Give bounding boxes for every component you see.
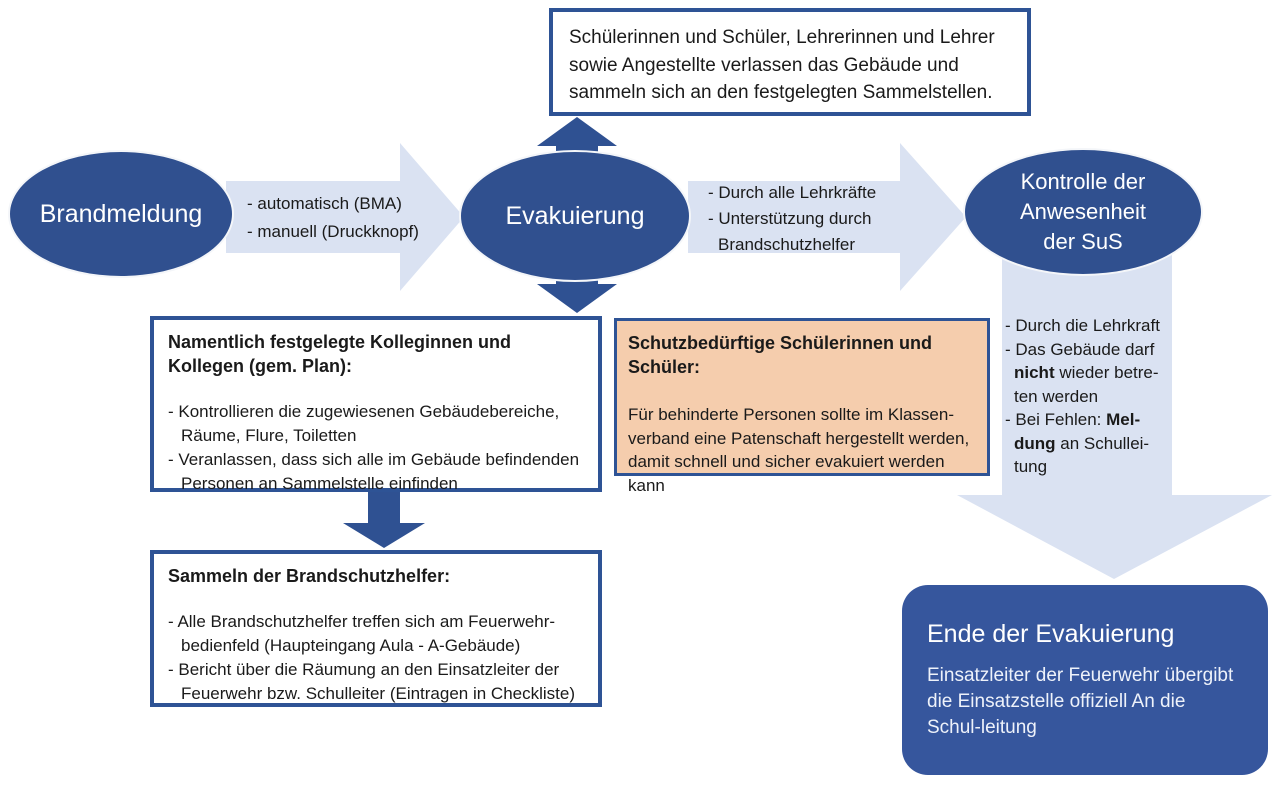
- ende-evakuierung-title: Ende der Evakuierung: [927, 620, 1175, 648]
- schutzbeduerftige-box: [614, 318, 990, 495]
- ende-evakuierung-text: Einsatzleiter der Feuerwehr übergibt die Einsatzstelle offiziell An die Schul-leitung: [927, 665, 1234, 738]
- bullet-item: - Alle Brandschutzhelfer treffen sich am Feuerwehr-bedienfeld (Haupteingang Aula - A-Gebäude): [168, 612, 556, 655]
- bullet-item: - Kontrollieren die zugewiesenen Gebäudebereiche, Räume, Flure, Toiletten: [168, 402, 560, 445]
- annotation-line: tung: [1014, 457, 1048, 476]
- kontrolle-arrow-annotation: [1005, 314, 1181, 479]
- node-brandmeldung: [8, 150, 234, 278]
- brandschutzhelfer-box-bullets: [168, 610, 584, 706]
- arrow-kollegen-to-brandschutzhelfer: [343, 492, 425, 549]
- brandschutzhelfer-box: [150, 550, 602, 707]
- schutzbeduerftige-box-text: Für behinderte Personen sollte im Klassen-verband eine Patenschaft hergestellt werden, damit schnell und sicher evakuiert werden kann: [628, 405, 970, 495]
- kollegen-box-title: Namentlich festgelegte Kolleginnen und Kollegen (gem. Plan):: [168, 332, 512, 376]
- ende-evakuierung-box: [902, 585, 1268, 775]
- node-kontrolle-anwesenheit: [963, 148, 1203, 276]
- brandschutzhelfer-box-title: Sammeln der Brandschutzhelfer:: [168, 566, 451, 586]
- arrow-brandmeldung-annotation: - automatisch (BMA) - manuell (Druckknopf): [247, 194, 419, 241]
- node-kontrolle-label: Kontrolle der Anwesenheit der SuS: [1020, 169, 1146, 254]
- arrow-evakuierung-annotation: - Durch alle Lehrkräfte - Unterstützung durch Brandschutzhelfer: [708, 183, 877, 254]
- annotation-line: dung an Schullei-: [1014, 433, 1150, 453]
- sammelstellen-note-text: Schülerinnen und Schüler, Lehrerinnen und Lehrer sowie Angestellte verlassen das Gebäude und sammeln sich an den festgelegten Sammelstellen.: [569, 27, 995, 103]
- annotation-line: - Durch die Lehrkraft: [1005, 316, 1160, 335]
- node-evakuierung: [459, 150, 691, 282]
- annotation-line: - Das Gebäude darf: [1005, 339, 1155, 359]
- node-evakuierung-label: Evakuierung: [505, 201, 645, 230]
- kollegen-box-bullets: [168, 400, 584, 496]
- node-brandmeldung-label: Brandmeldung: [39, 199, 203, 228]
- annotation-line: nicht wieder betre-: [1014, 363, 1159, 382]
- bullet-item: - Veranlassen, dass sich alle im Gebäude befindenden Personen an Sammelstelle einfinden: [168, 450, 580, 493]
- annotation-line: - Bei Fehlen: Mel-: [1005, 410, 1141, 429]
- bullet-item: - Bericht über die Räumung an den Einsatzleiter der Feuerwehr bzw. Schulleiter (Eintragen in Checkliste): [168, 660, 576, 703]
- sammelstellen-note-box: [549, 8, 1031, 116]
- schutzbeduerftige-box-title: Schutzbedürftige Schülerinnen und Schüler:: [628, 333, 933, 377]
- kollegen-box: [150, 316, 602, 492]
- annotation-line: ten werden: [1014, 386, 1099, 406]
